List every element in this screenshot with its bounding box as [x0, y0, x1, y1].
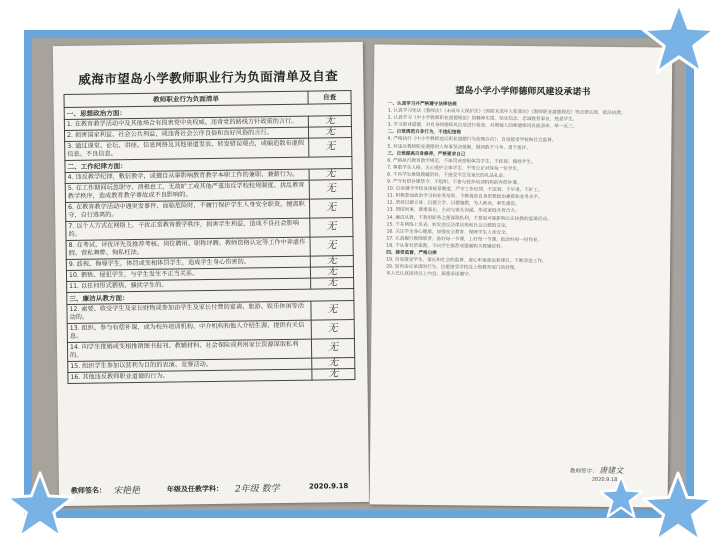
section-heading: 二、工作纪律方面： [65, 157, 352, 173]
sheet-title: 威海市望岛小学教师职业行为负面清单及自查 [78, 68, 339, 87]
star-icon [640, 470, 716, 546]
item-check-mark: 无 [311, 301, 354, 321]
letter-line: 15. 不在网络上发表、转发违反法律法规和社会公德的言论。 [386, 222, 511, 229]
letter-section-heading: 四、接受监督，严格自律 [386, 250, 437, 257]
item-check-mark: 无 [309, 199, 352, 219]
star-icon [640, 0, 718, 78]
letter-line: 4. 严格执行《中小学教师违反职业道德行为处理办法》，自觉接受学校和社会监督。 [387, 137, 557, 144]
sign-date: 2020.9.18 [308, 482, 349, 491]
negative-list-table [63, 90, 355, 384]
letter-line: 本人已认真阅读以上内容，郑重承诺遵守。 [385, 271, 474, 278]
item-check-mark: 无 [310, 237, 353, 257]
letter-section-heading: 一、认真学习并严格遵守法律法规 [387, 101, 457, 108]
letter-line: 1. 认真学习宪法《教师法》《未成年人保护法》《预防未成年人犯罪法》《教师职业道德规范》等法律法规，依法执教。 [387, 108, 626, 117]
letter-line: 9. 严守有偿补课禁令，不组织、不参与校外培训机构的有偿补课。 [386, 179, 522, 187]
item-text: 13. 组织、参与有偿补课，或为校外培训机构、中介机构和他人介绍生源、提供有关信息。 [67, 320, 311, 342]
letter-line: 10. 自觉遵守学校各项规章制度，严守工作纪律，不迟到、不早退、不旷工。 [386, 186, 543, 194]
item-text: 7. 以个人方式在网络上，干扰正常教育教学秩序，损害学生利益，造成不良社会影响的。 [66, 218, 310, 240]
letter-line: 16. 关注学生身心健康，加强安全教育，保障学生人身安全。 [386, 229, 511, 236]
item-check-mark: 无 [309, 138, 352, 158]
commitment-letter-sheet [370, 44, 673, 507]
item-text: 2. 损害国家利益、社会公共利益，或违背社会公序良俗和良好风俗的言行。 [64, 127, 308, 141]
item-text: 15. 组织学生参加以营利为目的的表演、竞赛活动。 [68, 358, 312, 372]
item-check-mark: 无 [308, 127, 351, 139]
letter-line: 8. 不向学生推销教辅资料，不接受学生及家长的礼品礼金。 [387, 172, 508, 179]
item-check-mark: 无 [311, 320, 354, 340]
item-check-mark: 无 [310, 256, 353, 268]
letter-line: 18. 不从事有偿家教，不向学生推荐或强制购买教辅资料。 [386, 243, 506, 250]
item-text: 6. 在教育教学活动中遇突发事件、面临危险时，不履行保护学生人身安全职责，擅离职守，自行逃离的。 [65, 199, 309, 221]
letter-line: 13. 团结同事，尊重家长，主动与家长沟通，形成家校共育合力。 [386, 207, 520, 215]
item-text: 8. 在考试、评优评先及推荐考核、岗位聘用、职称评聘、教师资格认定等工作中弄虚作假、营私舞弊、徇私枉法。 [66, 237, 310, 259]
letter-line: 5. 对违反教师职业道德的人和事坚决抵制，做到敢于斗争、勇于批评。 [387, 144, 532, 151]
star-icon [598, 474, 644, 520]
letter-signature-label: 教师签字： [569, 468, 598, 475]
grade-label: 年级及任教学科： [166, 484, 224, 494]
letter-title: 望岛小学小学师德师风建设承诺书 [455, 86, 591, 98]
star-icon [4, 470, 76, 542]
letter-line: 3. 学习职业道德，对自身师德师风自觉进行检查，对照他人的师德师风负面清单，举一反三。 [387, 122, 578, 130]
item-text: 4. 违反教学纪律，敷衍教学，或擅自从事影响教育教学本职工作的兼职、兼薪行为。 [65, 169, 309, 183]
item-check-mark: 无 [310, 267, 353, 279]
letter-line: 11. 积极参加政治学习和业务培训，不断提高自身思想政治素质和业务水平。 [386, 193, 543, 201]
item-check-mark: 无 [312, 358, 355, 370]
letter-body [386, 101, 660, 281]
grade-value: 2年级 数学 [234, 484, 280, 495]
item-check-mark: 无 [310, 218, 353, 238]
item-text: 3. 通过课堂、论坛、讲座、信息网络及其他渠道发表、转发错误观点，或编造散布虚假信息、不良信息。 [65, 138, 309, 160]
item-text: 11. 以任何形式猥亵、骚扰学生的。 [67, 278, 311, 292]
negative-list-sheet [53, 42, 369, 506]
item-text: 14. 向学生推销或变相推销图书报刊、教辅材料、社会保险或利用家长资源谋取私利的。 [67, 339, 311, 361]
item-check-mark: 无 [311, 278, 354, 290]
letter-line: 19. 自觉接受学生、家长和社会的监督，虚心听取意见和建议，不断改进工作。 [386, 257, 547, 265]
signature-row [70, 480, 361, 497]
item-check-mark: 无 [312, 369, 355, 381]
item-text: 16. 其他违反教师职业道德的行为。 [68, 369, 312, 383]
header-check: 自查 [308, 91, 351, 105]
section-heading: 三、廉洁从教方面： [67, 289, 354, 305]
letter-line: 17. 认真履行教师职责，备好每一节课，上好每一节课，批改好每一份作业。 [386, 236, 543, 244]
letter-line: 2. 认真学习《中小学教师职业道德规范》的精神实质，坚定信念，忠诚教育事业，热爱学生。 [387, 115, 578, 123]
item-check-mark: 无 [311, 339, 354, 359]
letter-line: 14. 廉洁从教，不利用职务之便谋取私利，不参加可能影响公正执教的宴请活动。 [386, 215, 552, 222]
letter-date: 2020.9.18 [591, 476, 618, 484]
letter-section-heading: 二、自觉规范自身行为，不违纪违规 [387, 129, 462, 136]
section-heading: 一、思想政治方面： [64, 104, 351, 120]
signature-name: 宋艳艳 [112, 486, 141, 497]
item-text: 9. 歧视、侮辱学生，体罚或变相体罚学生，造成学生身心伤害的。 [66, 256, 310, 270]
letter-line: 6. 严格执行教育教学规范，不体罚或变相体罚学生，不歧视、侮辱学生。 [387, 158, 536, 165]
item-check-mark: 无 [309, 169, 352, 181]
letter-line: 20. 如有违反承诺的行为，自愿接受学校及上级教育部门的处理。 [386, 264, 519, 272]
item-text: 5. 在工作期间玩忽职守、消极怠工，无故旷工或其他严重违反学校校规制度、扰乱教育教学秩序，造成教育教学事故或不良影响的。 [65, 180, 309, 202]
letter-line: 7. 尊重学生人格，关心爱护全体学生，平等公正对待每一位学生。 [387, 165, 522, 172]
signature-label: 教师签名： [70, 486, 107, 495]
letter-section-heading: 三、自觉提高自身修养，严格要求自己 [387, 151, 466, 158]
letter-line: 12. 坚持以德立身、以德立学、以德施教，为人师表，率先垂范。 [386, 200, 520, 208]
item-check-mark: 无 [309, 180, 352, 200]
letter-signature-name: 唐建文 [599, 465, 624, 476]
item-text: 10. 猥亵、侵犯学生，与学生发生不正当关系。 [66, 267, 310, 281]
item-check-mark: 无 [308, 116, 351, 128]
item-text: 1. 在教育教学活动中及其他场合有损害党中央权威、违背党的路线方针政策的言行。 [64, 116, 308, 130]
header-list: 教师职业行为负面清单 [64, 91, 308, 107]
item-text: 12. 索要、收受学生及家长财物或参加由学生及家长付费的宴请、旅游、娱乐休闲等活动的。 [67, 301, 311, 323]
